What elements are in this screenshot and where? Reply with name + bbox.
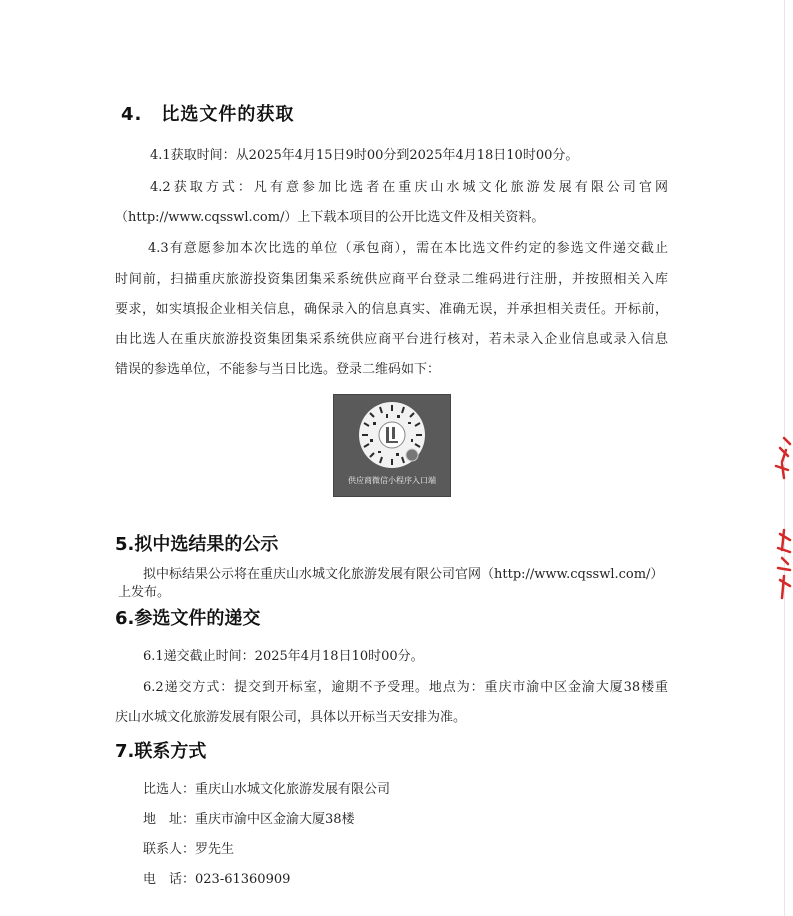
- contact-label: 电 话：: [143, 872, 196, 887]
- section-4-heading: 4. 比选文件的获取: [121, 104, 295, 125]
- seal-stamp-fragment: [766, 430, 793, 610]
- paragraph-4-3-line5: 错误的参选单位，不能参与当日比选。登录二维码如下：: [115, 362, 441, 377]
- qr-caption: 供应商微信小程序入口端: [348, 476, 436, 485]
- section-7-heading: 7.联系方式: [115, 741, 207, 762]
- contact-label: 比选人：: [143, 782, 196, 797]
- contact-bidder: [143, 778, 390, 797]
- paragraph-5-line1: 拟中标结果公示将在重庆山水城文化旅游发展有限公司官网（http://www.cqsswl.com/）: [143, 567, 664, 582]
- paragraph-6-1: 6.1递交截止时间：2025年4月18日10时00分。: [143, 649, 424, 664]
- paragraph-4-3-line2: 时间前，扫描重庆旅游投资集团集采系统供应商平台登录二维码进行注册，并按照相关入库: [115, 272, 668, 287]
- contact-address: [143, 808, 355, 827]
- contact-value: 罗先生: [195, 842, 235, 857]
- paragraph-4-2-line1: 4.2获取方式：凡有意参加比选者在重庆山水城文化旅游发展有限公司官网: [150, 180, 668, 195]
- section-5-heading: 5.拟中选结果的公示: [115, 534, 279, 555]
- section-6-heading: 6.参选文件的递交: [115, 608, 261, 629]
- paragraph-4-3-line1: 4.3有意愿参加本次比选的单位（承包商），需在本比选文件约定的参选文件递交截止: [148, 241, 668, 256]
- paragraph-4-3-line3: 要求，如实填报企业相关信息，确保录入的信息真实、准确无误，并承担相关责任。开标前，: [115, 302, 668, 317]
- qr-code-icon: [334, 395, 450, 475]
- paragraph-4-2-line2: （http://www.cqsswl.com/）上下载本项目的公开比选文件及相关资料。: [115, 210, 545, 225]
- contact-label: 联系人：: [143, 842, 196, 857]
- paragraph-4-1: 4.1获取时间：从2025年4月15日9时00分到2025年4月18日10时00分。: [150, 148, 579, 163]
- paragraph-4-3-line4: 由比选人在重庆旅游投资集团集采系统供应商平台进行核对，若未录入企业信息或录入信息: [115, 332, 668, 347]
- contact-value: 重庆山水城文化旅游发展有限公司: [195, 782, 391, 797]
- contact-value: 023-61360909: [195, 872, 291, 887]
- contact-label: 地 址：: [143, 812, 196, 827]
- paragraph-6-2-line2: 庆山水城文化旅游发展有限公司，具体以开标当天安排为准。: [115, 710, 467, 725]
- paragraph-5-line2: 上发布。: [118, 585, 171, 600]
- contact-phone: [143, 868, 290, 887]
- login-qr-code: [333, 394, 451, 497]
- contact-person: [143, 838, 234, 857]
- contact-value: 重庆市渝中区金渝大厦38楼: [195, 812, 355, 827]
- paragraph-6-2-line1: 6.2递交方式：提交到开标室，逾期不予受理。地点为：重庆市渝中区金渝大厦38楼重: [143, 680, 668, 695]
